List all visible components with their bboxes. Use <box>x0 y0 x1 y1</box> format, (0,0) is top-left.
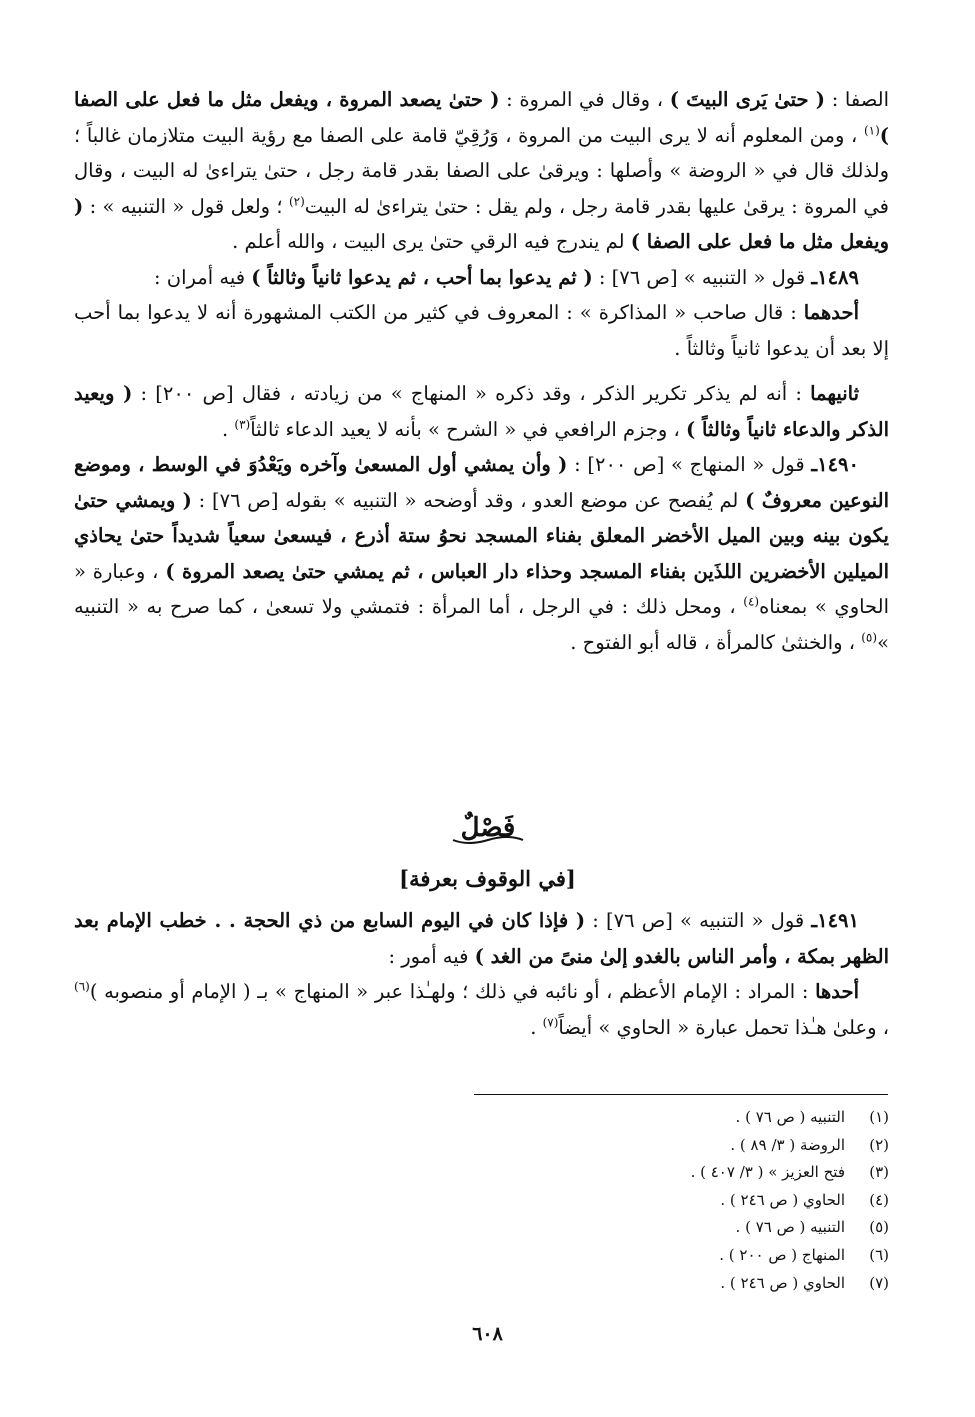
paragraph <box>74 447 889 660</box>
footnote-item <box>589 1242 889 1270</box>
bold-text: ( حتىٰ يَرى البيتَ ) <box>669 88 826 111</box>
footnote-text: الروضة ( ٣/ ٨٩ ) . <box>730 1135 845 1154</box>
bold-text: أحدهما <box>803 301 859 324</box>
footnote-text: التنبيه ( ص ٧٦ ) . <box>735 1108 845 1126</box>
footnote-number: (٣) <box>869 1163 889 1182</box>
footnote-ref: (٦) <box>74 979 90 994</box>
text-run: ، ومحل ذلك : في الرجل ، أما المرأة : فتمشي ولا تسعىٰ ، كما صرح به « التنبيه » <box>74 595 889 654</box>
footnote-divider <box>474 1094 888 1095</box>
bold-text: ١٤٩١ـ <box>811 909 859 932</box>
section-heading: [في الوقوف بعرفة] <box>399 866 576 891</box>
text-run: ، والخنثىٰ كالمرأة ، قاله أبو الفتوح . <box>570 630 862 654</box>
text-run: فيه أمور : <box>388 944 475 968</box>
footnote-item <box>589 1214 889 1242</box>
footnote-item <box>589 1104 889 1132</box>
footnote-ref: (٢) <box>288 194 305 208</box>
text-run: ، وعلىٰ هـٰذا تحمل عبارة « الحاوي » أيضاً <box>558 1015 889 1039</box>
footnote-item <box>589 1270 889 1298</box>
footnote-ref: (٤) <box>743 594 760 609</box>
bold-text: ثانيهما <box>810 382 859 405</box>
paragraph <box>74 260 889 296</box>
text-run: فيه أمران : <box>154 265 252 289</box>
bold-text: ( فإذا كان في اليوم السابع من ذي الحجة . . خطب الإمام بعد الظهر بمكة ، وأمر الناس بالغدو إلىٰ منىً من الغد ) <box>74 909 889 968</box>
text-run: . <box>221 417 235 441</box>
bold-text: ( وأن يمشي أول المسعىٰ وآخره ويَعْدُوَ في الوسط ، وموضع النوعين معروفٌ ) <box>74 453 889 512</box>
footnote-number: (٢) <box>869 1135 889 1154</box>
text-run: ، وجزم الرافعي في « الشرح » بأنه لا يعيد الدعاء ثالثاً <box>250 417 687 441</box>
footnote-ref: (١) <box>863 123 880 137</box>
text-run: قول « المنهاج » [ص ٢٠٠] : <box>567 453 812 476</box>
fasl-calligraphy-icon <box>443 800 533 856</box>
bold-text: ( ويمشي حتىٰ يكون بينه وبين الميل الأخضر المعلق بفناء المسجد نحوُ ستة أذرع ، فيسعىٰ سعياً شديداً حتىٰ يحاذي الميلين الأخضرين اللذَين بفناء المسجد وحذاء دار العباس ، ثم يمشي حتىٰ يصعد المروة ) <box>74 488 889 583</box>
paragraph <box>74 295 889 366</box>
footnote-ref: (٣) <box>234 417 251 431</box>
footnote-number: (٥) <box>869 1218 889 1237</box>
text-run: : المراد : الإمام الأعظم ، أو نائبه في ذلك ؛ ولهـٰذا عبر « المنهاج » بـ ( الإمام أو منصوبه ) <box>89 980 816 1003</box>
main-text-bottom <box>74 903 889 1045</box>
text-run: . <box>530 1015 543 1039</box>
bold-text: ( ويعيد الذكر والدعاء ثانياً وثالثاً ) <box>74 382 889 441</box>
footnote-number: (٦) <box>869 1245 889 1264</box>
footnote-item <box>589 1159 889 1187</box>
paragraph <box>74 974 889 1045</box>
footnote-number: (٧) <box>869 1273 889 1292</box>
footnote-item <box>589 1132 889 1160</box>
footnote-text: الحاوي ( ص ٢٤٦ ) . <box>720 1273 845 1292</box>
page-number: ٦٠٨ <box>472 1323 503 1345</box>
footnote-item <box>589 1187 889 1215</box>
text-run: : قال صاحب « المذاكرة » : المعروف في كثير من الكتب المشهورة أنه لا يدعوا بما أحب إلا بعد أن يدعوا ثانياً وثالثاً . <box>74 301 889 360</box>
bold-text: ( ويفعل مثل ما فعل على الصفا ) <box>74 194 889 253</box>
bold-text: أحدها <box>815 980 859 1003</box>
text-run: الصفا : <box>825 88 889 111</box>
footnotes <box>589 1104 889 1297</box>
text-run: ، وعبارة « الحاوي » بمعناه <box>74 559 889 618</box>
text-run: لم يُفصح عن موضع العدو ، وقد أوضحه « التنبيه » بقوله [ص ٧٦] : <box>191 488 746 512</box>
text-run: لم يندرج فيه الرقي حتىٰ يرى البيت ، والله أعلم . <box>232 230 631 253</box>
footnote-ref: (٥) <box>861 630 878 644</box>
footnote-text: فتح العزيز » ( ٣/ ٤٠٧ ) . <box>690 1163 845 1182</box>
bold-text: ( ثم يدعوا بما أحب ، ثم يدعوا ثانياً وثالثاً ) <box>251 265 593 289</box>
footnote-text: التنبيه ( ص ٧٦ ) . <box>735 1218 845 1237</box>
section-ornament <box>0 800 975 856</box>
text-run: قول « التنبيه » [ص ٧٦] : <box>585 909 812 932</box>
paragraph <box>74 903 889 974</box>
text-run: ، ومن المعلوم أنه لا يرى البيت من المروة ، وَرُقِيّ قامة على الصفا مع رؤية البيت متلازمان غالباً ؛ ولذلك قال في « الروضة » وأصلها : ويرقىٰ على الصفا بقدر قامة رجل ، حتىٰ يتراءىٰ له البيت ، وقال في المروة : يرقىٰ عليها بقدر قامة رجل ، ولم يقل : حتىٰ يتراءىٰ له البيت <box>74 123 889 218</box>
text-run: : أنه لم يذكر تكرير الذكر ، وقد ذكره « المنهاج » من زيادته ، فقال [ص ٢٠٠] : <box>132 382 811 405</box>
footnote-number: (٤) <box>869 1190 889 1209</box>
footnote-ref: (٧) <box>542 1015 559 1029</box>
ornament-text: فَصْلٌ <box>460 813 515 843</box>
footnote-text: المنهاج ( ص ٢٠٠ ) . <box>719 1245 845 1264</box>
footnote-text: الحاوي ( ص ٢٤٦ ) . <box>720 1190 845 1209</box>
text-run: ، وقال في المروة : <box>499 88 670 111</box>
paragraph <box>74 376 889 447</box>
bold-text: ( حتىٰ يصعد المروة ، ويفعل مثل ما فعل على الصفا ) <box>74 88 889 147</box>
footnote-number: (١) <box>869 1108 889 1126</box>
main-text-top <box>74 82 889 660</box>
text-run: ؛ ولعل قول « التنبيه » : <box>83 194 289 218</box>
paragraph <box>74 82 889 260</box>
bold-text: ١٤٨٩ـ <box>811 265 859 289</box>
text-run: قول « التنبيه » [ص ٧٦] : <box>592 265 812 289</box>
bold-text: ١٤٩٠ـ <box>811 453 859 476</box>
